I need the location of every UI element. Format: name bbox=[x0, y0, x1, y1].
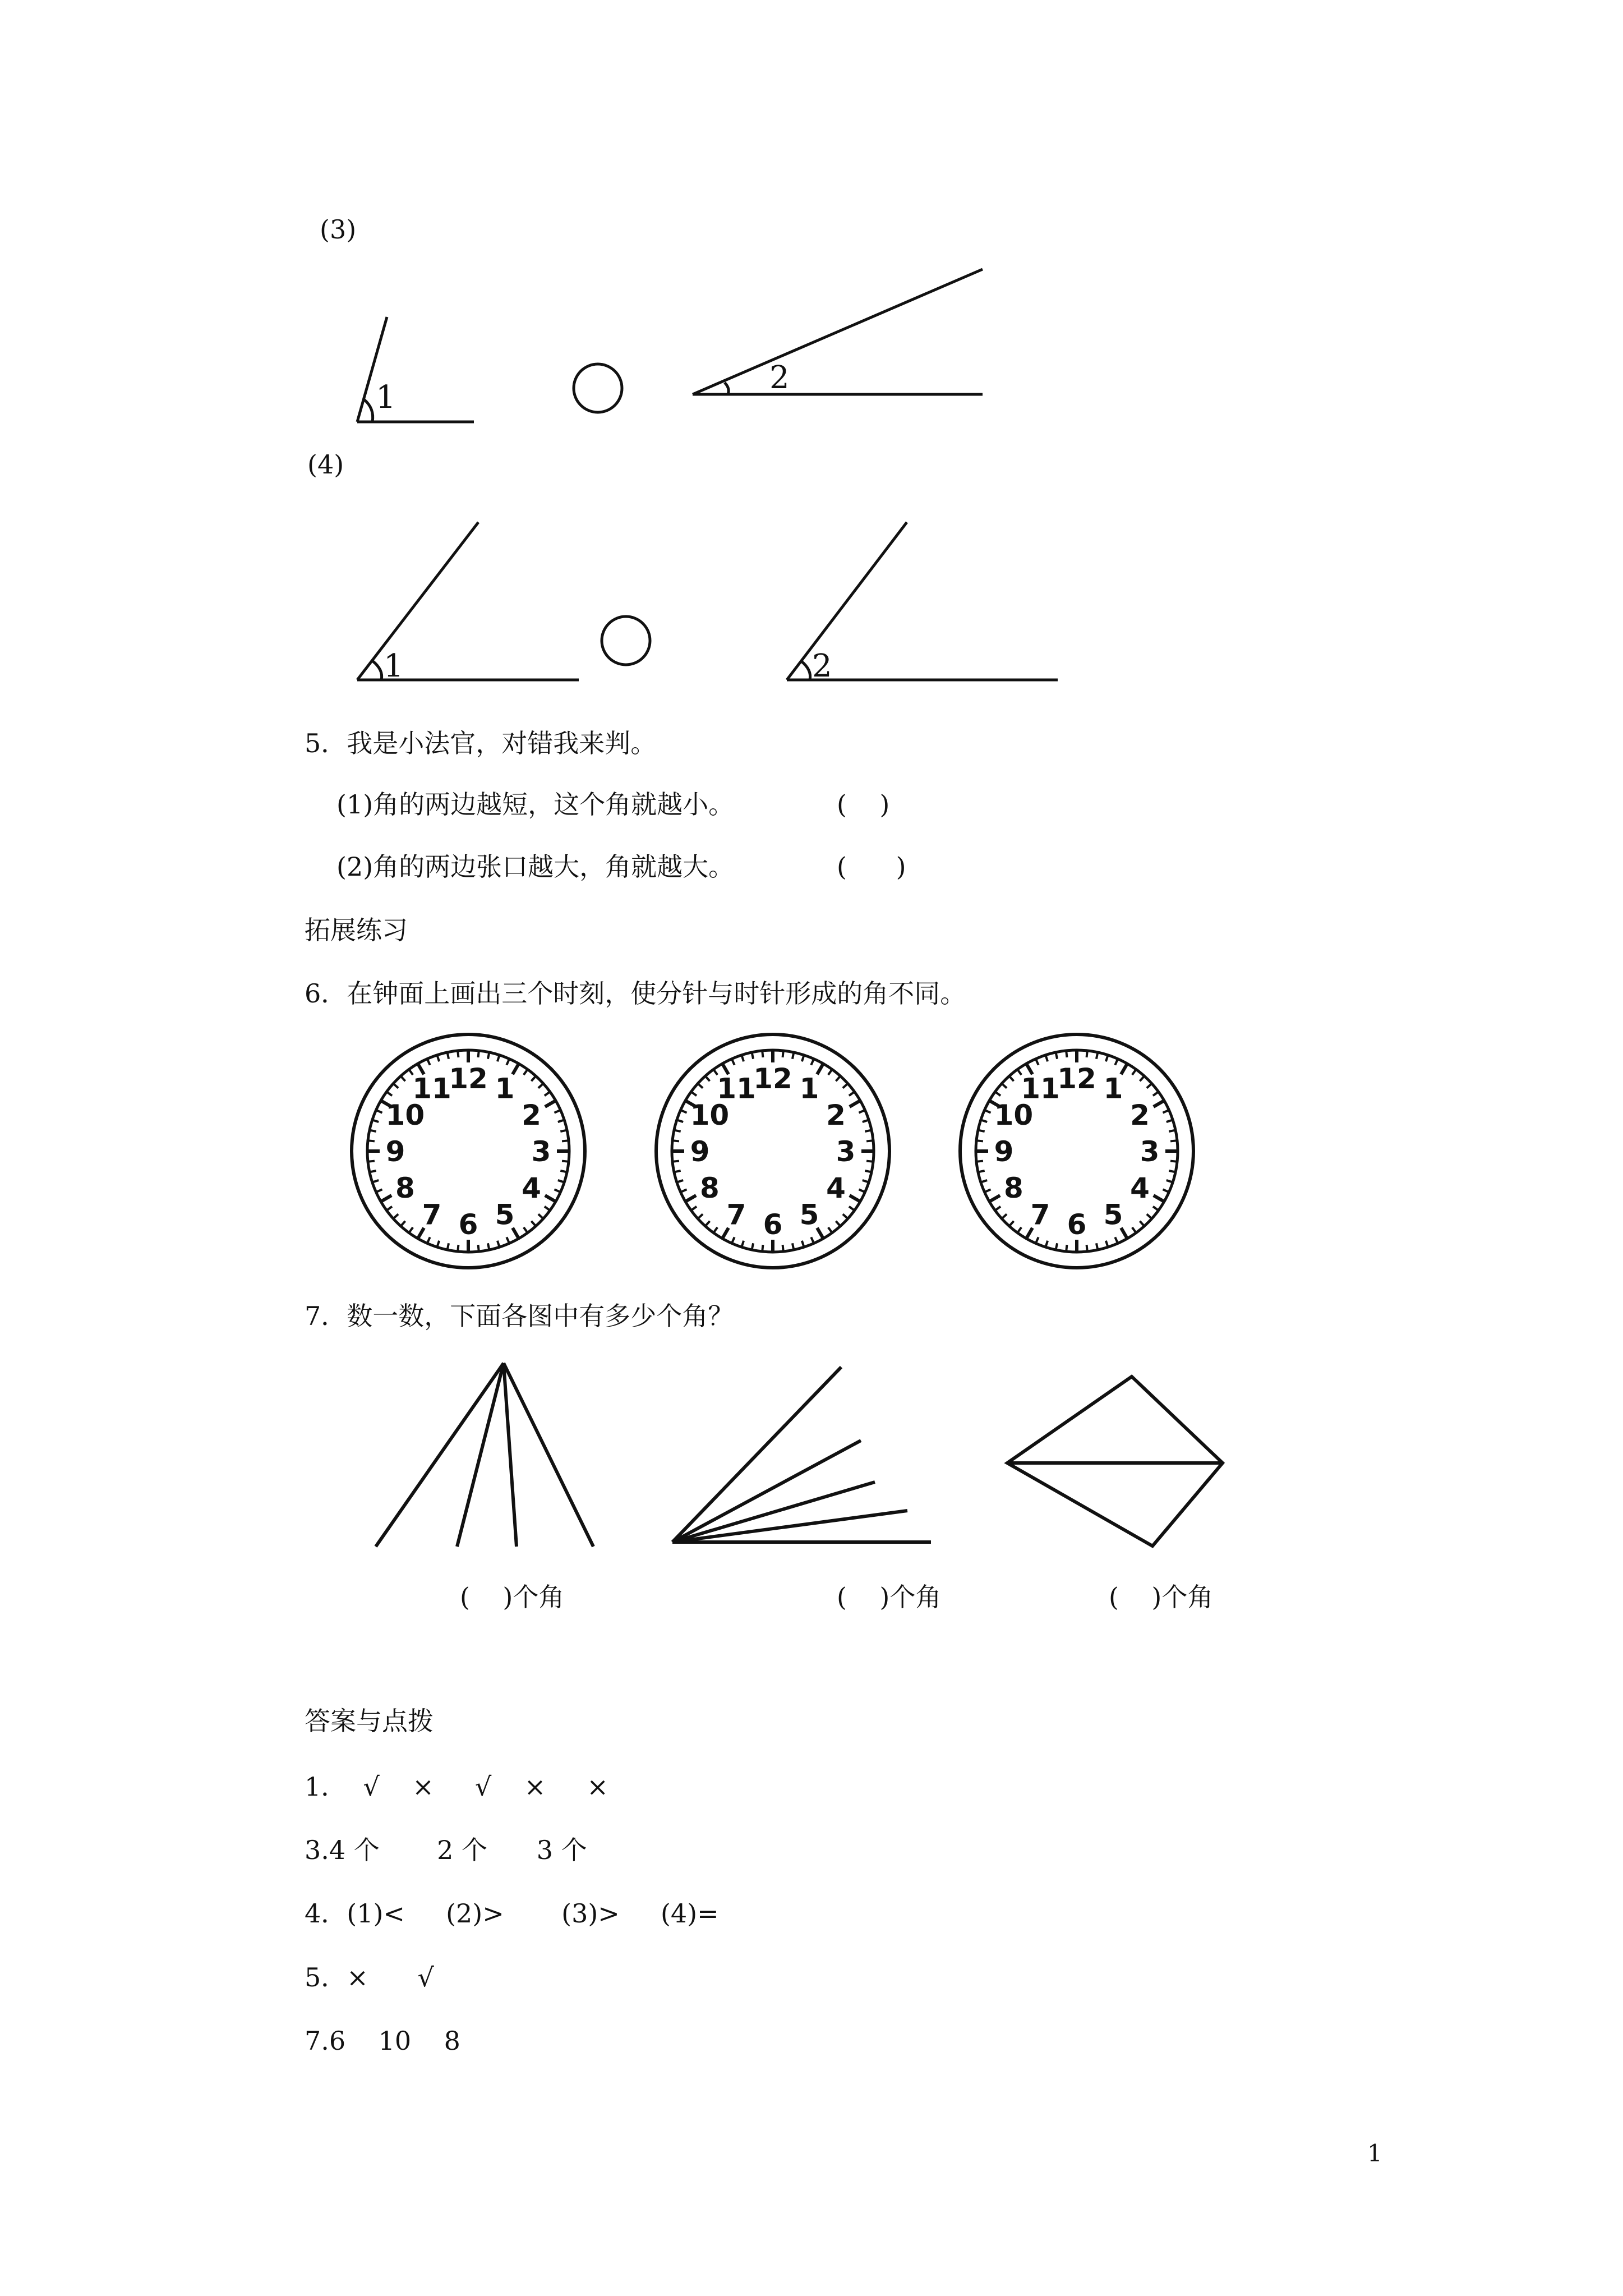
clock-tick bbox=[488, 1052, 489, 1059]
clock-tick bbox=[792, 1052, 794, 1059]
clock-tick bbox=[706, 1221, 710, 1226]
answer-line-3: 3.4 个 2 个 3 个 bbox=[305, 1835, 587, 1865]
clock-tick bbox=[863, 1180, 869, 1182]
clock-tick bbox=[985, 1110, 991, 1113]
clock-tick bbox=[560, 1130, 567, 1131]
clock-number: 12 bbox=[1057, 1062, 1096, 1095]
clock-number: 2 bbox=[826, 1099, 846, 1131]
clock-tick bbox=[393, 1084, 398, 1088]
clock-face-3[interactable] bbox=[960, 1034, 1193, 1268]
clock-tick bbox=[478, 1051, 479, 1057]
clock-tick bbox=[732, 1059, 735, 1065]
clock-tick bbox=[981, 1180, 987, 1182]
clock-tick bbox=[381, 1195, 391, 1202]
clock-tick bbox=[1002, 1084, 1007, 1088]
clock-tick bbox=[1096, 1243, 1098, 1250]
clock-number: 3 bbox=[1140, 1135, 1160, 1168]
clock-tick bbox=[1045, 1055, 1048, 1061]
clock-tick bbox=[524, 1227, 528, 1233]
clock-tick bbox=[849, 1092, 855, 1096]
clock-tick bbox=[1017, 1227, 1021, 1233]
page-number: 1 bbox=[1367, 2139, 1382, 2167]
q6-title: 6．在钟面上画出三个时刻，使分针与时针形成的角不同。 bbox=[305, 978, 966, 1009]
clock-tick bbox=[372, 1120, 379, 1122]
clock-tick bbox=[866, 1161, 873, 1162]
clock-number: 10 bbox=[994, 1099, 1034, 1131]
clock-tick bbox=[1153, 1207, 1159, 1211]
clock-tick bbox=[1132, 1069, 1136, 1075]
clock-tick bbox=[850, 1195, 860, 1202]
clock-tick bbox=[1163, 1110, 1169, 1113]
clock-tick bbox=[698, 1214, 703, 1218]
clock-tick bbox=[843, 1084, 848, 1088]
q5-item-2-text: (2)角的两边张口越大，角就越大。 bbox=[336, 852, 735, 882]
clock-tick bbox=[863, 1120, 869, 1122]
clock-number: 10 bbox=[385, 1099, 425, 1131]
clock-number: 6 bbox=[1067, 1208, 1087, 1241]
clock-tick bbox=[401, 1076, 405, 1081]
clock-tick bbox=[811, 1237, 814, 1243]
clock-number: 1 bbox=[1103, 1072, 1123, 1105]
clock-tick bbox=[562, 1161, 569, 1162]
clock-tick bbox=[1140, 1221, 1144, 1226]
clock-tick bbox=[409, 1227, 413, 1233]
answer-line-1: 1． √ × √ × × bbox=[305, 1772, 608, 1802]
q5-item-1-blank[interactable]: ( ) bbox=[837, 789, 890, 820]
clock-tick bbox=[672, 1140, 679, 1141]
clock-tick bbox=[1166, 1120, 1173, 1122]
angle-2-label: 2 bbox=[769, 360, 790, 396]
clock-number: 1 bbox=[495, 1072, 515, 1105]
clock-tick bbox=[448, 1243, 449, 1250]
clock-number: 9 bbox=[690, 1135, 710, 1168]
clock-tick bbox=[1115, 1237, 1118, 1243]
clock-tick bbox=[545, 1092, 550, 1096]
clock-tick bbox=[368, 1161, 375, 1162]
clock-tick bbox=[995, 1207, 1000, 1211]
extension-heading: 拓展练习 bbox=[305, 915, 408, 945]
clock-tick bbox=[674, 1130, 681, 1131]
q6-clocks bbox=[0, 1032, 1623, 1290]
clock-number: 2 bbox=[522, 1099, 541, 1131]
clock-tick bbox=[393, 1214, 398, 1218]
clock-tick bbox=[1066, 1245, 1067, 1251]
clock-tick bbox=[376, 1110, 382, 1113]
clock-tick bbox=[497, 1241, 500, 1247]
clock-tick bbox=[802, 1055, 804, 1061]
clock-tick bbox=[488, 1243, 489, 1250]
clock-tick bbox=[836, 1221, 840, 1226]
clock-tick bbox=[1153, 1092, 1159, 1096]
clock-number: 3 bbox=[836, 1135, 856, 1168]
clock-tick bbox=[713, 1227, 717, 1233]
clock-number: 5 bbox=[799, 1198, 819, 1231]
answer-line-5: 5．× √ bbox=[305, 1962, 434, 1993]
clock-tick bbox=[538, 1084, 543, 1088]
clock-tick bbox=[531, 1076, 536, 1081]
clock-tick bbox=[741, 1055, 744, 1061]
clock-number: 7 bbox=[422, 1198, 442, 1231]
clock-tick bbox=[1147, 1214, 1152, 1218]
clock-tick bbox=[677, 1120, 683, 1122]
clock-tick bbox=[981, 1120, 987, 1122]
clock-tick bbox=[691, 1207, 697, 1211]
clock-tick bbox=[1147, 1084, 1152, 1088]
q7-answer-blank-3[interactable]: ( )个角 bbox=[1109, 1582, 1214, 1612]
clock-tick bbox=[372, 1180, 379, 1182]
clock-tick bbox=[985, 1189, 991, 1192]
clock-tick bbox=[989, 1195, 1000, 1202]
clock-tick bbox=[1106, 1241, 1108, 1247]
clock-tick bbox=[976, 1161, 983, 1162]
clock-tick bbox=[677, 1180, 683, 1182]
clock-tick bbox=[752, 1243, 753, 1250]
clock-face-1[interactable] bbox=[352, 1034, 585, 1268]
clock-number: 9 bbox=[994, 1135, 1014, 1168]
clock-number: 11 bbox=[412, 1072, 451, 1105]
clock-tick bbox=[691, 1092, 697, 1096]
angle-1-label: 1 bbox=[376, 379, 396, 416]
clock-tick bbox=[976, 1140, 983, 1141]
clock-tick bbox=[674, 1171, 681, 1172]
clock-tick bbox=[437, 1241, 439, 1247]
clock-tick bbox=[1154, 1101, 1164, 1107]
clock-face-2[interactable] bbox=[656, 1034, 889, 1268]
clock-number: 7 bbox=[726, 1198, 746, 1231]
q5-item-2-blank[interactable]: ( ) bbox=[837, 852, 906, 882]
clock-number: 4 bbox=[826, 1172, 846, 1204]
clock-number: 2 bbox=[1130, 1099, 1150, 1131]
clock-number: 6 bbox=[458, 1208, 478, 1241]
clock-tick bbox=[1056, 1052, 1057, 1059]
clock-tick bbox=[1056, 1243, 1057, 1250]
clock-number: 3 bbox=[531, 1135, 551, 1168]
clock-number: 5 bbox=[495, 1198, 515, 1231]
clock-tick bbox=[545, 1207, 550, 1211]
clock-tick bbox=[427, 1237, 430, 1243]
clock-tick bbox=[545, 1101, 556, 1107]
clock-tick bbox=[386, 1092, 392, 1096]
clock-tick bbox=[978, 1130, 985, 1131]
clock-tick bbox=[859, 1110, 865, 1113]
clock-tick bbox=[1132, 1227, 1136, 1233]
clock-tick bbox=[828, 1227, 832, 1233]
clock-tick bbox=[562, 1140, 569, 1141]
clock-tick bbox=[506, 1059, 509, 1065]
clock-number: 8 bbox=[395, 1172, 415, 1204]
clock-tick bbox=[866, 1140, 873, 1141]
clock-tick bbox=[427, 1059, 430, 1065]
clock-tick bbox=[1169, 1130, 1175, 1131]
clock-tick bbox=[1009, 1076, 1014, 1081]
clock-tick bbox=[1036, 1237, 1039, 1243]
clock-tick bbox=[1169, 1171, 1175, 1172]
clock-tick bbox=[545, 1195, 556, 1202]
q7-answer-blank-2[interactable]: ( )个角 bbox=[837, 1582, 942, 1612]
count-figure-3 bbox=[1007, 1377, 1223, 1546]
clock-tick bbox=[1170, 1161, 1177, 1162]
clock-tick bbox=[865, 1130, 872, 1131]
clock-tick bbox=[843, 1214, 848, 1218]
clock-tick bbox=[850, 1101, 860, 1107]
count-figure-2 bbox=[672, 1367, 931, 1542]
clock-tick bbox=[386, 1207, 392, 1211]
clock-number: 8 bbox=[700, 1172, 720, 1204]
clock-tick bbox=[672, 1161, 679, 1162]
clock-tick bbox=[741, 1241, 744, 1247]
clock-tick bbox=[1170, 1140, 1177, 1141]
clock-tick bbox=[802, 1241, 804, 1247]
clock-tick bbox=[368, 1140, 375, 1141]
clock-number: 4 bbox=[1130, 1172, 1150, 1204]
clock-number: 11 bbox=[717, 1072, 756, 1105]
clock-number: 4 bbox=[522, 1172, 541, 1204]
clock-tick bbox=[995, 1092, 1000, 1096]
clock-tick bbox=[811, 1059, 814, 1065]
clock-tick bbox=[1002, 1214, 1007, 1218]
clock-tick bbox=[1009, 1221, 1014, 1226]
clock-tick bbox=[554, 1110, 560, 1113]
clock-tick bbox=[558, 1180, 564, 1182]
clock-tick bbox=[836, 1076, 840, 1081]
q7-answer-blank-1[interactable]: ( )个角 bbox=[460, 1582, 565, 1612]
clock-tick bbox=[828, 1069, 832, 1075]
clock-tick bbox=[706, 1076, 710, 1081]
clock-tick bbox=[792, 1243, 794, 1250]
answer-line-4: 4．(1)< (2)> (3)> (4)= bbox=[305, 1898, 719, 1929]
clock-tick bbox=[554, 1189, 560, 1192]
angle-2-label: 2 bbox=[812, 648, 832, 684]
clock-tick bbox=[865, 1171, 872, 1172]
clock-number: 12 bbox=[753, 1062, 792, 1095]
clock-tick bbox=[849, 1207, 855, 1211]
clock-number: 10 bbox=[690, 1099, 730, 1131]
q4-part4-figure bbox=[0, 0, 1623, 729]
q5-title: 5．我是小法官，对错我来判。 bbox=[305, 728, 657, 758]
clock-tick bbox=[732, 1237, 735, 1243]
clock-number: 9 bbox=[385, 1135, 405, 1168]
q5-item-1-text: (1)角的两边越短，这个角就越小。 bbox=[336, 789, 735, 820]
clock-tick bbox=[681, 1189, 687, 1192]
q7-title: 7．数一数，下面各图中有多少个角？ bbox=[305, 1301, 734, 1331]
clock-tick bbox=[1140, 1076, 1144, 1081]
clock-tick bbox=[762, 1245, 763, 1251]
q7-figures bbox=[0, 1346, 1623, 1559]
clock-tick bbox=[538, 1214, 543, 1218]
compare-circle-blank[interactable] bbox=[602, 616, 650, 665]
clock-number: 8 bbox=[1004, 1172, 1023, 1204]
clock-tick bbox=[370, 1130, 376, 1131]
clock-tick bbox=[497, 1055, 500, 1061]
clock-tick bbox=[370, 1171, 376, 1172]
clock-tick bbox=[1045, 1241, 1048, 1247]
clock-tick bbox=[448, 1052, 449, 1059]
clock-tick bbox=[1096, 1052, 1098, 1059]
clock-tick bbox=[681, 1110, 687, 1113]
clock-tick bbox=[478, 1245, 479, 1251]
clock-number: 12 bbox=[449, 1062, 488, 1095]
clock-tick bbox=[1036, 1059, 1039, 1065]
clock-tick bbox=[1154, 1195, 1164, 1202]
clock-tick bbox=[558, 1120, 564, 1122]
clock-tick bbox=[401, 1221, 405, 1226]
clock-tick bbox=[437, 1055, 439, 1061]
clock-tick bbox=[859, 1189, 865, 1192]
clock-tick bbox=[560, 1171, 567, 1172]
clock-number: 7 bbox=[1030, 1198, 1050, 1231]
clock-number: 1 bbox=[799, 1072, 819, 1105]
answer-line-7: 7.6 10 8 bbox=[305, 2026, 460, 2056]
clock-tick bbox=[752, 1052, 753, 1059]
count-figure-1 bbox=[376, 1363, 593, 1547]
clock-tick bbox=[376, 1189, 382, 1192]
q4-part4-label: (4) bbox=[307, 449, 344, 480]
clock-tick bbox=[506, 1237, 509, 1243]
clock-number: 11 bbox=[1021, 1072, 1060, 1105]
angle-1-label: 1 bbox=[384, 648, 404, 684]
clock-tick bbox=[762, 1051, 763, 1057]
clock-number: 6 bbox=[763, 1208, 783, 1241]
clock-tick bbox=[1163, 1189, 1169, 1192]
clock-tick bbox=[524, 1069, 528, 1075]
clock-tick bbox=[1166, 1180, 1173, 1182]
clock-number: 5 bbox=[1103, 1198, 1123, 1231]
clock-tick bbox=[698, 1084, 703, 1088]
answers-heading: 答案与点拨 bbox=[305, 1706, 434, 1736]
clock-tick bbox=[1106, 1055, 1108, 1061]
clock-tick bbox=[531, 1221, 536, 1226]
clock-tick bbox=[1115, 1059, 1118, 1065]
clock-tick bbox=[1066, 1051, 1067, 1057]
clock-tick bbox=[978, 1171, 985, 1172]
q4-part3-label: (3) bbox=[320, 214, 357, 245]
clock-tick bbox=[685, 1195, 696, 1202]
